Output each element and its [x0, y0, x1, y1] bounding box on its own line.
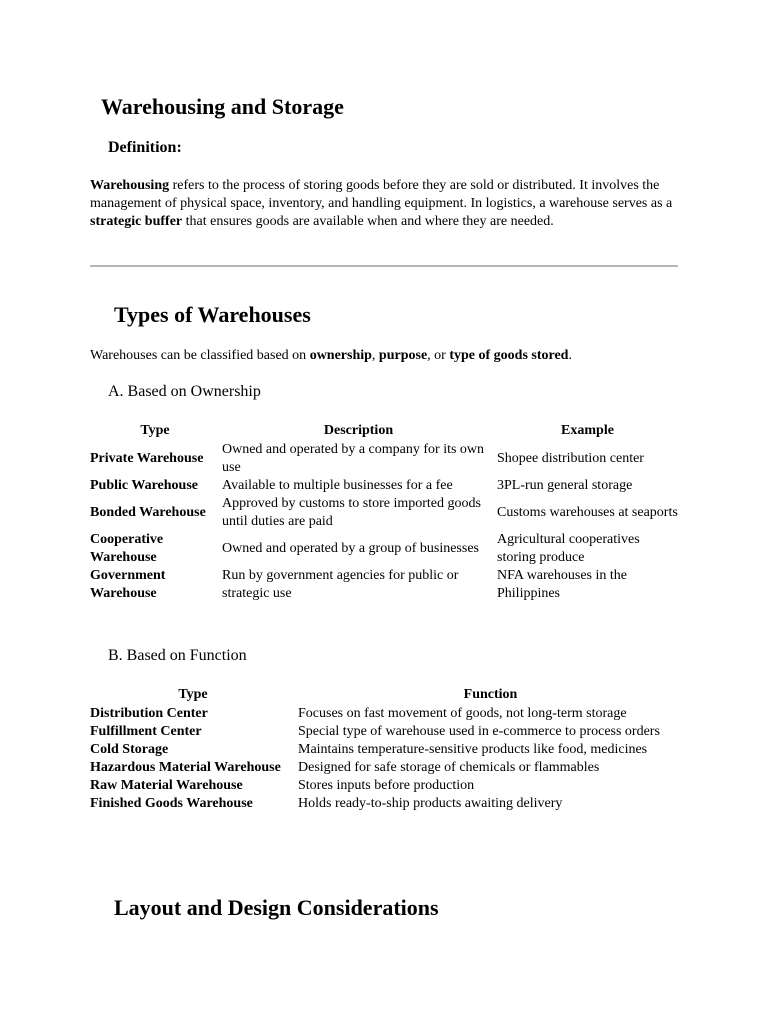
- section-divider: [90, 265, 678, 267]
- types-heading: Types of Warehouses: [114, 302, 311, 327]
- function-table: [89, 685, 684, 813]
- type-cell: Public Warehouse: [90, 478, 199, 493]
- intro-bold-purpose: purpose: [378, 348, 428, 363]
- type-cell: Finished Goods Warehouse: [90, 796, 253, 811]
- column-header: Type: [140, 423, 170, 438]
- table-row: [89, 741, 684, 759]
- ownership-header-row: [89, 421, 679, 441]
- type-cell: Raw Material Warehouse: [90, 778, 243, 793]
- intro-text-1: Warehouses can be classified based on: [90, 348, 310, 363]
- types-intro: [90, 347, 690, 365]
- definition-bold-term: strategic buffer: [90, 214, 183, 229]
- column-header: Description: [323, 423, 394, 438]
- function-cell: Holds ready-to-ship products awaiting delivery: [298, 796, 563, 811]
- type-cell: Private Warehouse: [90, 451, 204, 466]
- column-header: Function: [463, 687, 518, 702]
- column-header: Example: [561, 423, 614, 438]
- function-cell: Designed for safe storage of chemicals or flammables: [298, 760, 600, 775]
- function-heading: B. Based on Function: [108, 647, 247, 664]
- example-cell: 3PL-run general storage: [497, 478, 633, 493]
- function-cell: Stores inputs before production: [298, 778, 475, 793]
- definition-text-1: refers to the process of storing goods before they are sold or distributed. It involves the management of physical space, inventory, and handling equipment. In logistics, a warehouse serves as a: [90, 178, 673, 211]
- example-cell: Shopee distribution center: [497, 451, 644, 466]
- layout-heading: Layout and Design Considerations: [114, 895, 439, 920]
- intro-text-3: , or: [427, 348, 450, 363]
- table-row: [89, 531, 679, 567]
- function-cell: Maintains temperature-sensitive products like food, medicines: [298, 742, 648, 757]
- page-title: Warehousing and Storage: [101, 94, 344, 119]
- table-row: [89, 441, 679, 477]
- table-row: [89, 477, 679, 495]
- description-cell: Run by government agencies for public or strategic use: [222, 568, 459, 601]
- table-row: [89, 759, 684, 777]
- intro-text-4: .: [568, 348, 572, 363]
- example-cell: Customs warehouses at seaports: [497, 505, 678, 520]
- ownership-heading: A. Based on Ownership: [108, 383, 261, 400]
- function-cell: Special type of warehouse used in e-commerce to process orders: [298, 724, 660, 739]
- table-row: [89, 705, 684, 723]
- description-cell: Available to multiple businesses for a fee: [222, 478, 453, 493]
- intro-text-2: ,: [371, 348, 379, 363]
- example-cell: Agricultural cooperatives storing produce: [497, 532, 640, 565]
- definition-term: Warehousing: [90, 178, 170, 193]
- ownership-table: [89, 421, 679, 603]
- table-row: [89, 723, 684, 741]
- definition-heading: Definition:: [108, 139, 182, 156]
- column-header: Type: [178, 687, 208, 702]
- type-cell: Fulfillment Center: [90, 724, 202, 739]
- function-header-row: [89, 685, 684, 705]
- description-cell: Owned and operated by a group of businesses: [222, 541, 479, 556]
- description-cell: Owned and operated by a company for its own use: [222, 442, 485, 475]
- function-cell: Focuses on fast movement of goods, not long-term storage: [298, 706, 627, 721]
- table-row: [89, 777, 684, 795]
- type-cell: Government Warehouse: [90, 568, 166, 601]
- definition-paragraph: [90, 177, 680, 231]
- intro-bold-ownership: ownership: [309, 348, 372, 363]
- type-cell: Bonded Warehouse: [90, 505, 206, 520]
- description-cell: Approved by customs to store imported goods until duties are paid: [222, 496, 481, 529]
- intro-bold-goods: type of goods stored: [449, 348, 569, 363]
- definition-text-2: that ensures goods are available when and where they are needed.: [182, 214, 554, 229]
- type-cell: Hazardous Material Warehouse: [90, 760, 281, 775]
- example-cell: NFA warehouses in the Philippines: [497, 568, 627, 601]
- table-row: [89, 795, 684, 813]
- type-cell: Cold Storage: [90, 742, 169, 757]
- table-row: [89, 495, 679, 531]
- table-row: [89, 567, 679, 603]
- type-cell: Distribution Center: [90, 706, 208, 721]
- type-cell: Cooperative Warehouse: [90, 532, 164, 565]
